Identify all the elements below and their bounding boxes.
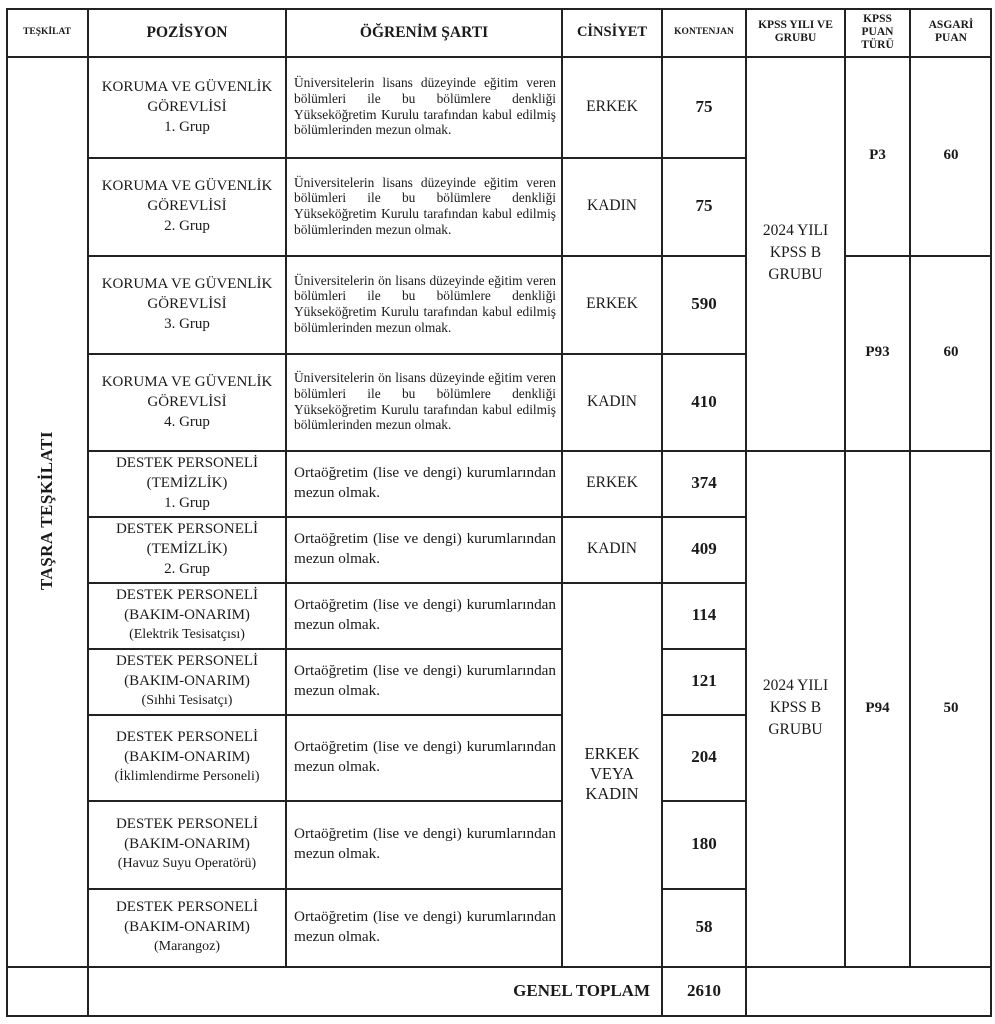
position-cell: [88, 157, 286, 255]
header-cinsiyet-label: CİNSİYET: [576, 24, 648, 40]
position-title: DESTEK PERSONELİ (TEMİZLİK): [115, 521, 259, 557]
position-group: 2. Grup: [164, 561, 210, 577]
gender-cell: [562, 255, 662, 353]
position-title: DESTEK PERSONELİ (BAKIM-ONARIM): [115, 587, 259, 623]
education-requirement: [286, 516, 562, 582]
header-kpss-yili-label: KPSS YILI VE GRUBU: [758, 19, 833, 44]
education-requirement: [286, 353, 562, 450]
quota-value: 409: [691, 539, 717, 558]
col-line: [909, 56, 911, 966]
quota-cell: [662, 157, 746, 255]
gender-value: ERKEK: [586, 474, 638, 491]
education-text: Ortaöğretim (lise ve dengi) kurumlarından mezun olmak.: [294, 530, 556, 567]
quota-cell: [662, 714, 746, 800]
header-kpss-yili: [746, 8, 845, 56]
col-line: [745, 56, 747, 966]
quota-cell: [662, 255, 746, 353]
row-line: [88, 888, 562, 890]
min-score-2: [910, 255, 992, 450]
position-group: (Elektrik Tesisatçısı): [129, 627, 245, 642]
quota-value: 114: [691, 605, 717, 624]
header-kpss-puan-label: KPSS PUAN TÜRÜ: [861, 12, 894, 51]
min-score-3: [910, 450, 992, 966]
col-line: [844, 56, 846, 966]
row-line: [88, 353, 746, 355]
education-requirement: [286, 56, 562, 157]
education-requirement: [286, 714, 562, 800]
col-line: [661, 56, 663, 966]
header-kontenjan: [662, 8, 746, 56]
position-title: DESTEK PERSONELİ (BAKIM-ONARIM): [115, 899, 259, 935]
position-group: (Havuz Suyu Operatörü): [117, 856, 257, 871]
gender-value: ERKEK VEYA KADIN: [584, 744, 640, 803]
quota-cell: [662, 582, 746, 648]
border-bottom: [6, 1015, 992, 1017]
position-cell: [88, 516, 286, 582]
header-col-line: [561, 8, 563, 56]
header-pozisyon-label: POZİSYON: [146, 23, 228, 41]
position-group: (Marangoz): [153, 939, 221, 954]
education-requirement: [286, 157, 562, 255]
row-line: [88, 450, 746, 452]
position-group: 2. Grup: [164, 218, 210, 234]
header-asgari-label: ASGARİ PUAN: [928, 19, 974, 44]
header-ogrenim-label: ÖĞRENİM ŞARTI: [359, 23, 489, 41]
min-score-value: 60: [943, 344, 959, 360]
position-cell: [88, 888, 286, 966]
gender-cell: [562, 450, 662, 516]
row-line: [88, 800, 562, 802]
kpss-year-group-1: [746, 56, 845, 450]
header-kpss-puan: [845, 8, 910, 56]
col-line: [745, 966, 747, 1016]
quota-value: 75: [695, 96, 713, 116]
col-line: [285, 56, 287, 966]
row-line: [88, 648, 562, 650]
footer-divider: [6, 966, 992, 968]
row-line: [662, 648, 746, 650]
education-text: Ortaöğretim (lise ve dengi) kurumlarından mezun olmak.: [294, 738, 556, 775]
score-type-value: P94: [865, 699, 890, 716]
quota-cell: [662, 888, 746, 966]
row-line: [88, 255, 746, 257]
education-requirement: [286, 888, 562, 966]
col-line: [87, 56, 89, 1016]
grand-total-number: 2610: [687, 981, 721, 1000]
header-col-line: [87, 8, 89, 56]
position-title: DESTEK PERSONELİ (BAKIM-ONARIM): [115, 729, 259, 765]
score-type-p94: [845, 450, 910, 966]
education-text: Üniversitelerin ön lisans düzeyinde eğitim veren bölümleri ile bu bölümlere denkliği Yükseköğretim Kurulu tarafından kabul edilmiş bölümlerinden mezun olmak.: [294, 370, 556, 433]
quota-value: 75: [695, 196, 713, 215]
position-title: KORUMA VE GÜVENLİK GÖREVLİSİ: [101, 178, 273, 214]
education-text: Üniversitelerin lisans düzeyinde eğitim veren bölümleri ile bu bölümlere denkliği Yükseköğretim Kurulu tarafından kabul edilmiş bölümlerinden mezun olmak.: [294, 75, 556, 138]
row-line: [88, 157, 746, 159]
education-text: Üniversitelerin lisans düzeyinde eğitim veren bölümleri ile bu bölümlere denkliği Yükseköğretim Kurulu tarafından kabul edilmiş bölümlerinden mezun olmak.: [294, 174, 556, 237]
position-cell: [88, 800, 286, 888]
position-group: 1. Grup: [164, 495, 210, 511]
gender-value: KADIN: [587, 392, 637, 410]
gender-cell: [562, 353, 662, 450]
position-title: KORUMA VE GÜVENLİK GÖREVLİSİ: [101, 276, 273, 312]
score-type-value: P3: [869, 147, 886, 163]
education-requirement: [286, 255, 562, 353]
education-requirement: [286, 648, 562, 714]
quota-value: 374: [691, 473, 717, 492]
quota-cell: [662, 56, 746, 157]
quota-cell: [662, 450, 746, 516]
header-asgari: [910, 8, 992, 56]
header-col-line: [285, 8, 287, 56]
gender-value: ERKEK: [586, 295, 638, 312]
education-text: Ortaöğretim (lise ve dengi) kurumlarından mezun olmak.: [294, 596, 556, 633]
education-requirement: [286, 800, 562, 888]
quota-value: 58: [695, 917, 713, 936]
position-cell: [88, 353, 286, 450]
row-line: [88, 714, 562, 716]
quota-cell: [662, 353, 746, 450]
gender-cell: [562, 56, 662, 157]
col-line: [661, 966, 663, 1016]
header-col-line: [909, 8, 911, 56]
footer-empty: [746, 966, 992, 1016]
education-requirement: [286, 450, 562, 516]
position-cell: [88, 450, 286, 516]
position-group: (Sıhhi Tesisatçı): [141, 693, 233, 708]
grand-total-label: [88, 966, 662, 1016]
score-type-p93: [845, 255, 910, 450]
position-group: 4. Grup: [164, 413, 210, 430]
gender-value: KADIN: [587, 540, 637, 557]
education-text: Ortaöğretim (lise ve dengi) kurumlarından mezun olmak.: [294, 464, 556, 501]
row-line: [662, 714, 746, 716]
col-line: [561, 56, 563, 966]
position-cell: [88, 714, 286, 800]
header-ogrenim: [286, 8, 562, 56]
quota-cell: [662, 800, 746, 888]
education-text: Ortaöğretim (lise ve dengi) kurumlarından mezun olmak.: [294, 908, 556, 945]
teskilat-value: TAŞRA TEŞKİLATI: [37, 431, 56, 591]
gender-cell: [562, 516, 662, 582]
header-teskilat: [6, 8, 88, 56]
education-requirement: [286, 582, 562, 648]
row-line: [88, 516, 746, 518]
quota-value: 590: [691, 294, 717, 313]
position-title: DESTEK PERSONELİ (BAKIM-ONARIM): [115, 816, 259, 852]
row-line: [845, 255, 992, 257]
grand-total-value: [662, 966, 746, 1016]
header-col-line: [745, 8, 747, 56]
border-left: [6, 8, 8, 1016]
header-kontenjan-label: KONTENJAN: [674, 26, 734, 37]
score-type-value: P93: [865, 344, 890, 360]
gender-cell-merged: [562, 582, 662, 966]
position-title: DESTEK PERSONELİ (BAKIM-ONARIM): [115, 653, 259, 689]
row-line: [662, 888, 746, 890]
header-cinsiyet: [562, 8, 662, 56]
gender-value: KADIN: [587, 197, 637, 214]
position-cell: [88, 56, 286, 157]
gender-value: ERKEK: [586, 97, 638, 115]
position-group: 1. Grup: [164, 118, 210, 135]
quota-value: 410: [691, 391, 717, 411]
education-text: Ortaöğretim (lise ve dengi) kurumlarından mezun olmak.: [294, 662, 556, 699]
score-type-p3: [845, 56, 910, 255]
position-title: KORUMA VE GÜVENLİK GÖREVLİSİ: [101, 373, 273, 410]
row-line: [88, 582, 746, 584]
position-cell: [88, 255, 286, 353]
row-line: [662, 800, 746, 802]
min-score-1: [910, 56, 992, 255]
kpss-year-group-2: [746, 450, 845, 966]
quota-value: 204: [691, 747, 717, 766]
quota-cell: [662, 516, 746, 582]
quota-cell: [662, 648, 746, 714]
education-text: Üniversitelerin ön lisans düzeyinde eğitim veren bölümleri ile bu bölümlere denkliği Yükseköğretim Kurulu tarafından kabul edilmiş bölümlerinden mezun olmak.: [294, 272, 556, 335]
kpss-year-value: 2024 YILI KPSS B GRUBU: [762, 677, 829, 738]
header-col-line: [844, 8, 846, 56]
header-col-line: [661, 8, 663, 56]
header-teskilat-label: TEŞKİLAT: [23, 26, 71, 37]
grand-total-text: GENEL TOPLAM: [513, 981, 650, 1000]
row-line: [746, 450, 992, 452]
position-group: (İklimlendirme Personeli): [114, 769, 260, 784]
gender-cell: [562, 157, 662, 255]
min-score-value: 50: [943, 699, 959, 716]
position-cell: [88, 582, 286, 648]
position-cell: [88, 648, 286, 714]
quota-value: 180: [691, 834, 717, 853]
border-right: [990, 8, 992, 1016]
min-score-value: 60: [943, 147, 959, 163]
education-text: Ortaöğretim (lise ve dengi) kurumlarından mezun olmak.: [294, 825, 556, 862]
kpss-year-value: 2024 YILI KPSS B GRUBU: [762, 222, 829, 283]
quota-value: 121: [691, 671, 717, 690]
position-title: DESTEK PERSONELİ (TEMİZLİK): [115, 455, 259, 491]
position-title: KORUMA VE GÜVENLİK GÖREVLİSİ: [101, 78, 273, 115]
header-pozisyon: [88, 8, 286, 56]
position-group: 3. Grup: [164, 316, 210, 332]
teskilat-cell: [6, 56, 88, 966]
